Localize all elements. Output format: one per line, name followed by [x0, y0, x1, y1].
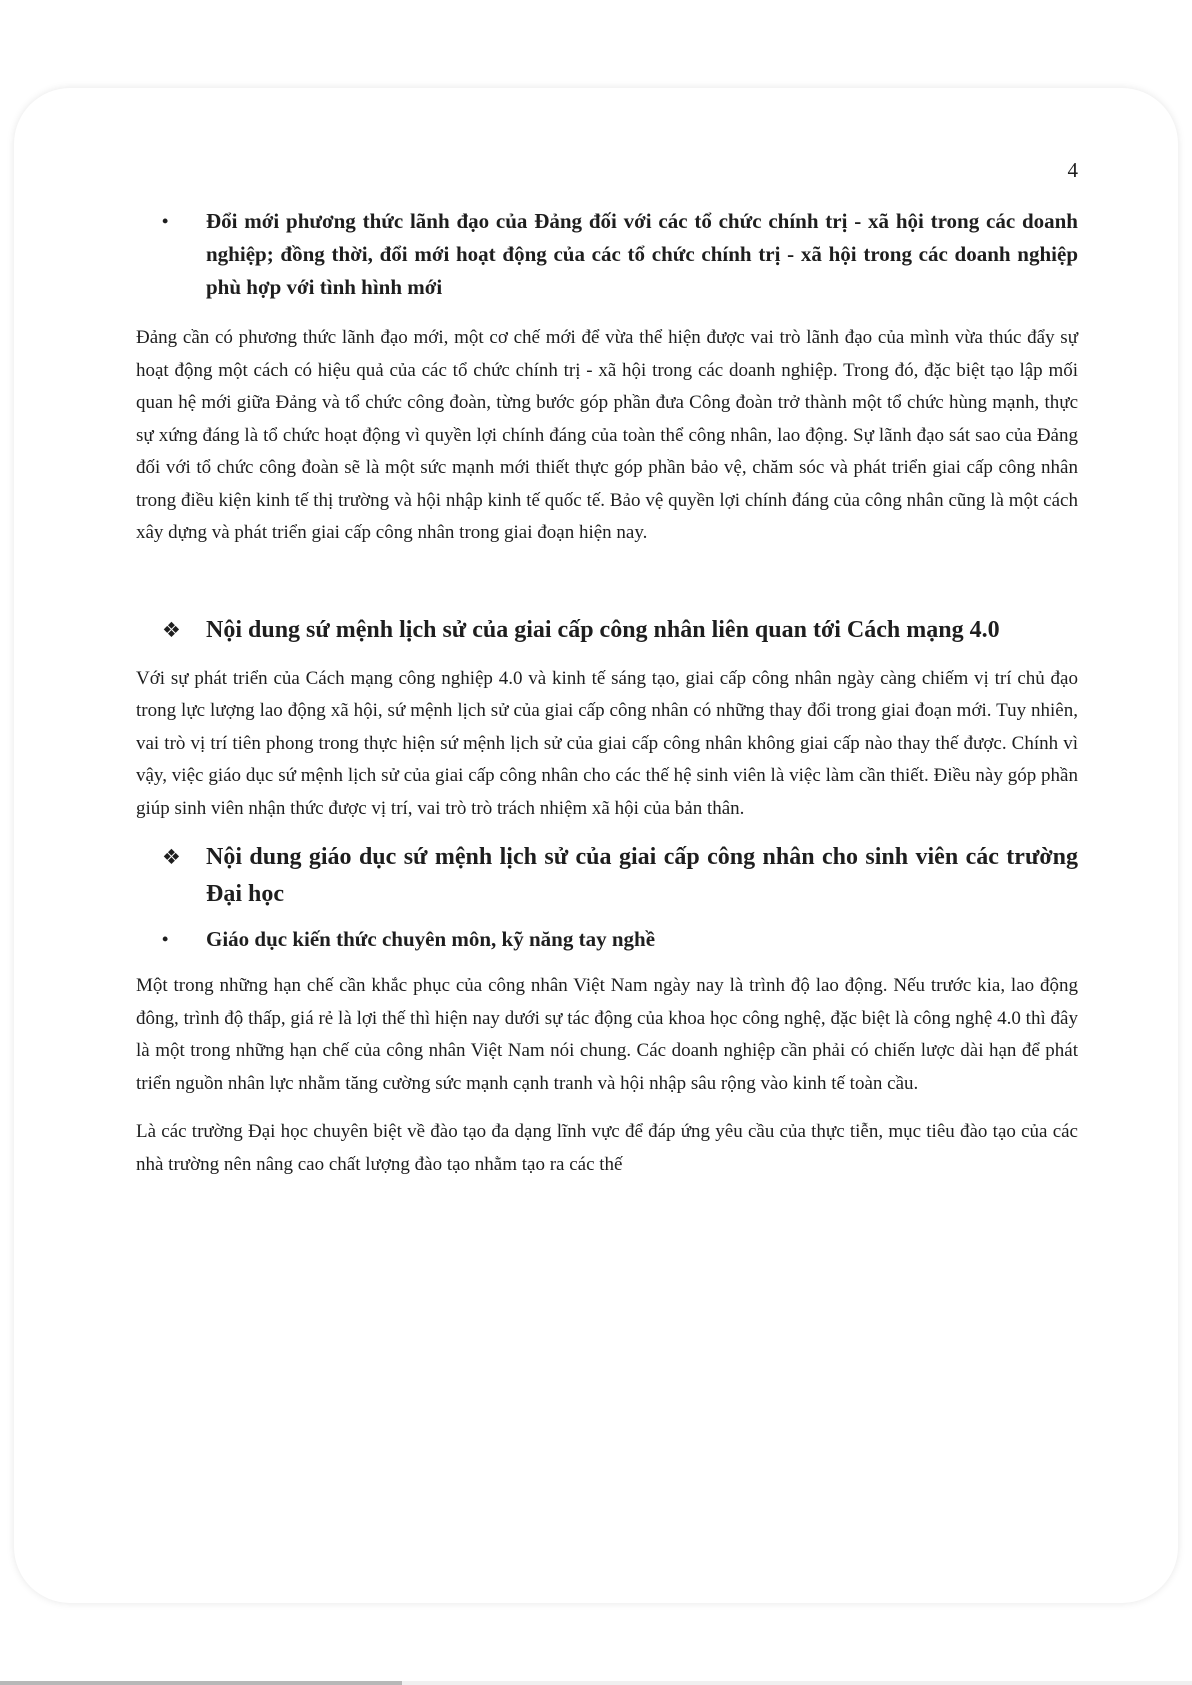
bullet-text: Đổi mới phương thức lãnh đạo của Đảng đối với các tổ chức chính trị - xã hội trong các doanh nghiệp; đồng thời, đổi mới hoạt động của các tổ chức chính trị - xã hội trong các doanh nghiệp phù hợp với tình hình mới: [206, 209, 1078, 299]
paragraph-revolution-4: Với sự phát triển của Cách mạng công nghiệp 4.0 và kinh tế sáng tạo, giai cấp công nhân ngày càng chiếm vị trí chủ đạo trong lực lượng lao động xã hội, sứ mệnh lịch sử của giai cấp công nhân có những thay đổi trong giai đoạn mới. Tuy nhiên, vai trò vị trí tiên phong trong thực hiện sứ mệnh lịch sử của giai cấp công nhân không giai cấp nào thay thế được. Chính vì vậy, việc giáo dục sứ mệnh lịch sử của giai cấp công nhân cho các thế hệ sinh viên là việc làm cần thiết. Điều này góp phần giúp sinh viên nhận thức được vị trí, vai trò trò trách nhiệm xã hội của bản thân.: [136, 667, 1078, 819]
bullet-marker: •: [162, 211, 169, 231]
heading-text: Nội dung giáo dục sứ mệnh lịch sử của giai cấp công nhân cho sinh viên các trường Đại học: [206, 844, 1078, 907]
bullet-item-professional-skills: [162, 923, 1078, 956]
heading-text: Nội dung sứ mệnh lịch sử của giai cấp công nhân liên quan tới Cách mạng 4.0: [206, 616, 1000, 643]
diamond-bullet-icon: ❖: [162, 617, 181, 642]
diamond-bullet-icon: ❖: [162, 845, 181, 869]
section-heading-revolution-4: [162, 612, 1078, 649]
bullet-text: Giáo dục kiến thức chuyên môn, kỹ năng tay nghề: [206, 927, 656, 951]
page-content: [136, 205, 1078, 1181]
page-number: 4: [1067, 158, 1078, 182]
paragraph-party-leadership: Đảng cần có phương thức lãnh đạo mới, một cơ chế mới để vừa thể hiện được vai trò lãnh đạo của mình vừa thúc đẩy sự hoạt động một cách có hiệu quả của các tổ chức chính trị - xã hội trong các doanh nghiệp. Trong đó, đặc biệt tạo lập mối quan hệ mới giữa Đảng và tổ chức công đoàn, từng bước góp phần đưa Công đoàn trở thành một tổ chức hùng mạnh, thực sự xứng đáng là tổ chức hoạt động vì quyền lợi chính đáng của toàn thể công nhân, lao động. Sự lãnh đạo sát sao của Đảng đối với tổ chức công đoàn sẽ là một sức mạnh mới thiết thực góp phần bảo vệ, chăm sóc và phát triển giai cấp công nhân trong điều kiện kinh tế thị trường và hội nhập kinh tế quốc tế. Bảo vệ quyền lợi chính đáng của công nhân cũng là một cách xây dựng và phát triển giai cấp công nhân trong giai đoạn hiện nay.: [136, 327, 1078, 543]
bullet-marker: •: [162, 929, 169, 949]
paragraph-labor-limitations: Một trong những hạn chế cần khắc phục của công nhân Việt Nam ngày nay là trình độ lao động. Nếu trước kia, lao động đông, trình độ thấp, giá rẻ là lợi thế thì hiện nay dưới sự tác động của khoa học công nghệ, đặc biệt là công nghệ 4.0 thì đây là một trong những hạn chế của công nhân Việt Nam nói chung. Các doanh nghiệp cần phải có chiến lược dài hạn để phát triển nguồn nhân lực nhằm tăng cường sức mạnh cạnh tranh và hội nhập sâu rộng vào kinh tế toàn cầu.: [136, 975, 1078, 1094]
paragraph-university-training: Là các trường Đại học chuyên biệt về đào tạo đa dạng lĩnh vực để đáp ứng yêu cầu của thực tiễn, mục tiêu đào tạo của các nhà trường nên nâng cao chất lượng đào tạo nhằm tạo ra các thế: [136, 1121, 1078, 1175]
scrollbar-thumb[interactable]: [0, 1681, 402, 1685]
bullet-item-leadership-renewal: [162, 205, 1078, 304]
section-heading-student-education: [162, 839, 1078, 913]
horizontal-scrollbar[interactable]: [0, 1681, 1192, 1685]
document-page: [14, 88, 1178, 1603]
